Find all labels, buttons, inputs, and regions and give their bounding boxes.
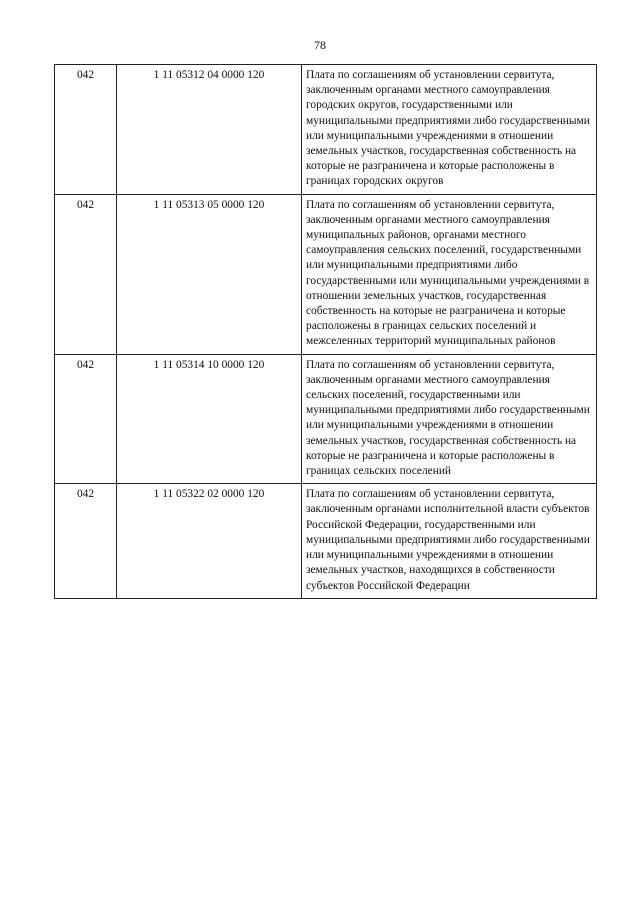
budget-code-cell: 1 11 05312 04 0000 120 bbox=[117, 65, 302, 195]
admin-code-cell: 042 bbox=[55, 65, 117, 195]
description-cell: Плата по соглашениям об установлении сервитута, заключенным органами исполнительной власти субъектов Российской Федерации, государственными или муниципальными предприятиями либо государственными или муниципальными учреждениями в отношении земельных участков, находящихся в собственности субъектов Российской Федерации bbox=[302, 484, 597, 598]
admin-code-cell: 042 bbox=[55, 194, 117, 354]
budget-code-cell: 1 11 05313 05 0000 120 bbox=[117, 194, 302, 354]
admin-code-cell: 042 bbox=[55, 354, 117, 484]
table-row bbox=[55, 484, 597, 598]
description-cell: Плата по соглашениям об установлении сервитута, заключенным органами местного самоуправления городских округов, государственными или муниципальными предприятиями либо государственными или муниципальными учреждениями в отношении земельных участков, государственная собственность на которые не разграничена и которые расположены в границах городских округов bbox=[302, 65, 597, 195]
description-cell: Плата по соглашениям об установлении сервитута, заключенным органами местного самоуправления сельских поселений, государственными или муниципальными предприятиями либо государственными или муниципальными учреждениями в отношении земельных участков, государственная собственность на которые не разграничена и которые расположены в границах сельских поселений bbox=[302, 354, 597, 484]
table-row bbox=[55, 194, 597, 354]
admin-code-cell: 042 bbox=[55, 484, 117, 598]
budget-classification-table bbox=[54, 64, 597, 599]
budget-code-cell: 1 11 05314 10 0000 120 bbox=[117, 354, 302, 484]
page-number: 78 bbox=[314, 38, 326, 52]
description-cell: Плата по соглашениям об установлении сервитута, заключенным органами местного самоуправления муниципальных районов, органами местного самоуправления сельских поселений, государственными или муниципальными предприятиями либо государственными или муниципальными учреждениями в отношении земельных участков, государственная собственность на которые не разграничена и которые расположены в границах сельских поселений и межселенных территорий муниципальных районов bbox=[302, 194, 597, 354]
table-row bbox=[55, 65, 597, 195]
budget-code-cell: 1 11 05322 02 0000 120 bbox=[117, 484, 302, 598]
table-row bbox=[55, 354, 597, 484]
